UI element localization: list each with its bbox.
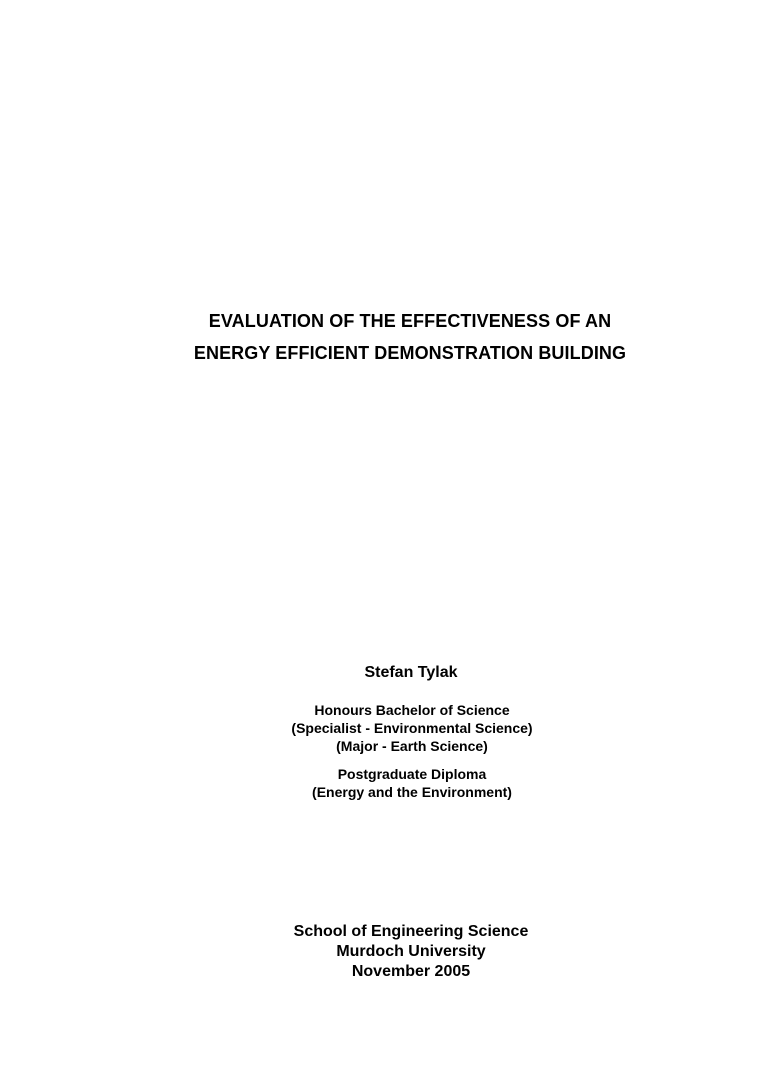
degree-specialisation: (Specialist - Environmental Science): [291, 720, 533, 736]
institution-info: [0, 922, 768, 982]
thesis-title-line-2: ENERGY EFFICIENT DEMONSTRATION BUILDING: [193, 343, 627, 363]
thesis-title: [0, 305, 768, 369]
degree-major: (Major - Earth Science): [336, 738, 488, 754]
diploma-info: [0, 765, 768, 801]
degree-name: Honours Bachelor of Science: [314, 702, 510, 718]
school-name: School of Engineering Science: [293, 923, 529, 940]
author-name: Stefan Tylak: [364, 664, 458, 681]
diploma-name: Postgraduate Diploma: [337, 766, 487, 782]
university-name: Murdoch University: [336, 943, 486, 960]
degree-info: [0, 701, 768, 755]
thesis-title-line-1: EVALUATION OF THE EFFECTIVENESS OF AN: [208, 311, 612, 331]
diploma-field: (Energy and the Environment): [312, 784, 512, 800]
submission-date: November 2005: [351, 963, 471, 980]
